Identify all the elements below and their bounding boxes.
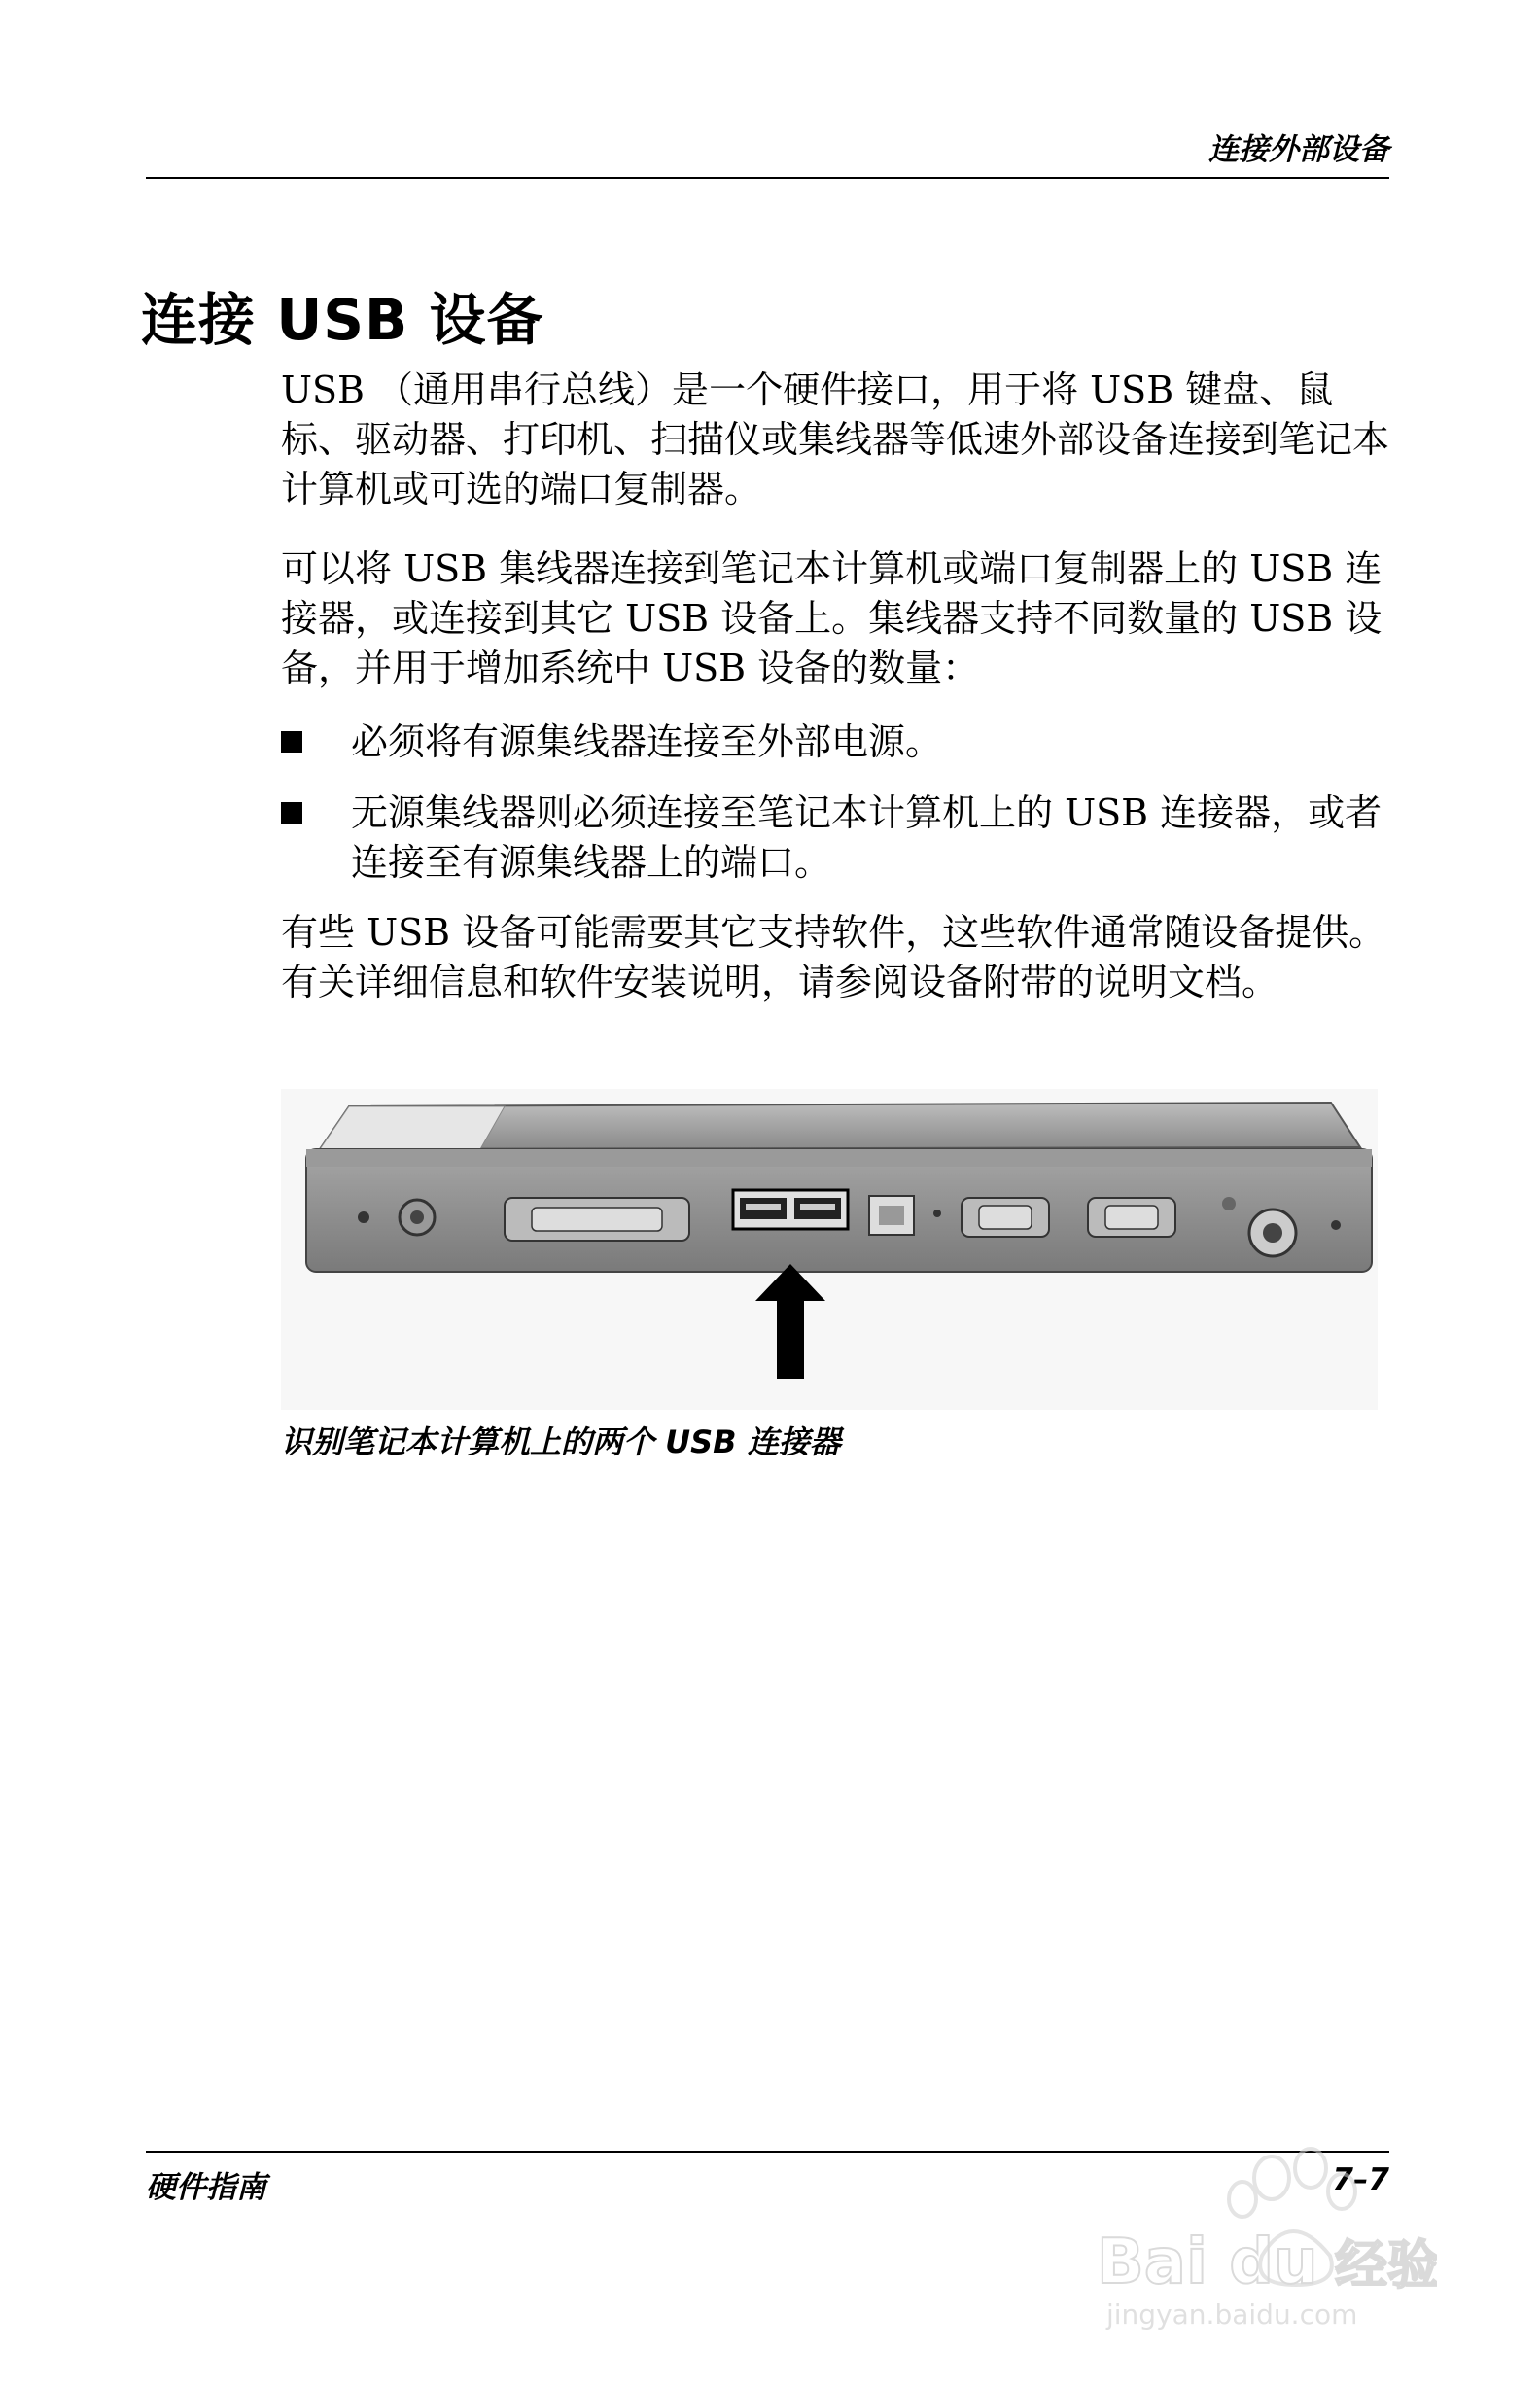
paragraph-3: 有些 USB 设备可能需要其它支持软件，这些软件通常随设备提供。有关详细信息和软件安装说明，请参阅设备附带的说明文档。 [281,911,1386,1003]
paw-logo-icon [1087,2139,1437,2333]
baidu-watermark [1087,2139,1437,2333]
page-number: 7–7 [1332,2162,1389,2197]
section-title: 连接 USB 设备 [141,287,544,353]
bullet-text: 必须将有源集线器连接至外部电源。 [351,720,943,763]
running-header: 连接外部设备 [1208,132,1389,167]
bullet-item [281,718,1389,767]
paragraph-1: USB （通用串行总线）是一个硬件接口，用于将 USB 键盘、鼠标、驱动器、打印机、扫描仪或集线器等低速外部设备连接到笔记本计算机或可选的端口复制器。 [281,368,1390,510]
svg-text:Bai du: Bai du [1097,2226,1318,2298]
footer-title: 硬件指南 [146,2170,266,2205]
svg-text:jingyan.baidu.com: jingyan.baidu.com [1106,2298,1358,2331]
laptop-rear-figure [281,1089,1378,1410]
header-rule [146,177,1389,179]
bullet-item [281,789,1389,888]
bullet-text: 无源集线器则必须连接至笔记本计算机上的 USB 连接器，或者连接至有源集线器上的端口。 [351,791,1382,884]
bullet-square-icon [281,731,302,753]
paragraph-2: 可以将 USB 集线器连接到笔记本计算机或端口复制器上的 USB 连接器，或连接到其它 USB 设备上。集线器支持不同数量的 USB 设备，并用于增加系统中 USB 设备的数量： [281,547,1382,689]
svg-text:经验: 经验 [1335,2234,1437,2296]
figure-caption: 识别笔记本计算机上的两个 USB 连接器 [281,1423,841,1460]
bullet-square-icon [281,802,302,824]
laptop-rear-illustration [281,1089,1378,1410]
bullet-list [281,718,1389,909]
